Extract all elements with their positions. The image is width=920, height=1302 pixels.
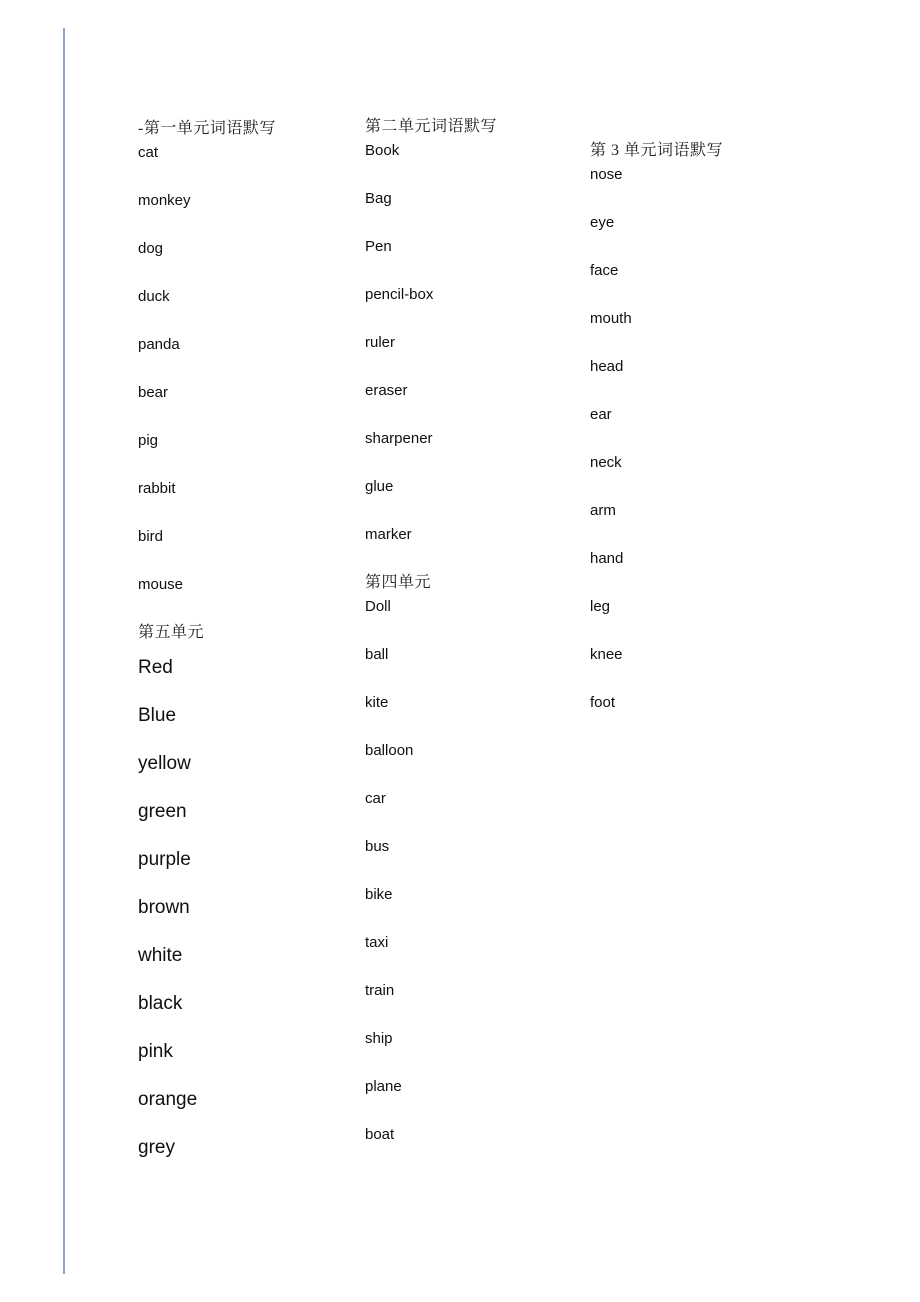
word-item: bear — [138, 384, 169, 401]
word-item: mouth — [590, 310, 632, 327]
section-header: 第 3 单元词语默写 — [590, 142, 724, 159]
word-item: panda — [138, 336, 180, 353]
word-item: bird — [138, 528, 164, 545]
word-item: foot — [590, 694, 616, 711]
word-item: balloon — [365, 742, 414, 759]
word-item: Red — [138, 657, 173, 678]
word-item: pencil-box — [365, 286, 434, 303]
word-item: leg — [590, 598, 611, 615]
word-item: Pen — [365, 238, 392, 255]
word-item: white — [138, 945, 183, 966]
word-item: black — [138, 993, 183, 1014]
word-item: kite — [365, 694, 389, 711]
section-header: 第五单元 — [138, 624, 205, 641]
word-column-3 — [590, 139, 723, 739]
word-item: Bag — [365, 190, 392, 207]
word-item: ruler — [365, 334, 396, 351]
word-item: ship — [365, 1030, 393, 1047]
word-item: bike — [365, 886, 393, 903]
word-item: glue — [365, 478, 394, 495]
word-column-1 — [138, 117, 276, 1184]
section-header: 第四单元 — [365, 574, 432, 591]
word-item: nose — [590, 166, 623, 183]
margin-line — [63, 28, 65, 1274]
word-item: ball — [365, 646, 389, 663]
word-item: eraser — [365, 382, 408, 399]
word-item: eye — [590, 214, 615, 231]
word-item: Blue — [138, 705, 177, 726]
word-item: pig — [138, 432, 159, 449]
word-item: neck — [590, 454, 622, 471]
word-item: duck — [138, 288, 170, 305]
word-item: rabbit — [138, 480, 176, 497]
word-item: knee — [590, 646, 623, 663]
section-header: -第一单元词语默写 — [138, 120, 276, 137]
word-item: purple — [138, 849, 191, 870]
word-item: face — [590, 262, 619, 279]
word-item: taxi — [365, 934, 389, 951]
word-item: plane — [365, 1078, 402, 1095]
word-item: boat — [365, 1126, 395, 1143]
word-item: train — [365, 982, 395, 999]
word-item: head — [590, 358, 624, 375]
word-item: grey — [138, 1137, 175, 1158]
word-item: orange — [138, 1089, 198, 1110]
word-item: cat — [138, 144, 159, 161]
word-column-2 — [365, 115, 497, 1171]
word-item: pink — [138, 1041, 173, 1062]
word-item: yellow — [138, 753, 191, 774]
word-item: car — [365, 790, 386, 807]
word-item: Book — [365, 142, 400, 159]
word-item: brown — [138, 897, 190, 918]
word-item: green — [138, 801, 187, 822]
word-item: arm — [590, 502, 616, 519]
word-item: ear — [590, 406, 612, 423]
word-item: mouse — [138, 576, 184, 593]
word-item: hand — [590, 550, 624, 567]
section-header: 第二单元词语默写 — [365, 118, 498, 135]
word-item: bus — [365, 838, 390, 855]
word-item: sharpener — [365, 430, 433, 447]
word-item: dog — [138, 240, 164, 257]
word-item: monkey — [138, 192, 191, 209]
word-item: marker — [365, 526, 412, 543]
word-item: Doll — [365, 598, 391, 615]
